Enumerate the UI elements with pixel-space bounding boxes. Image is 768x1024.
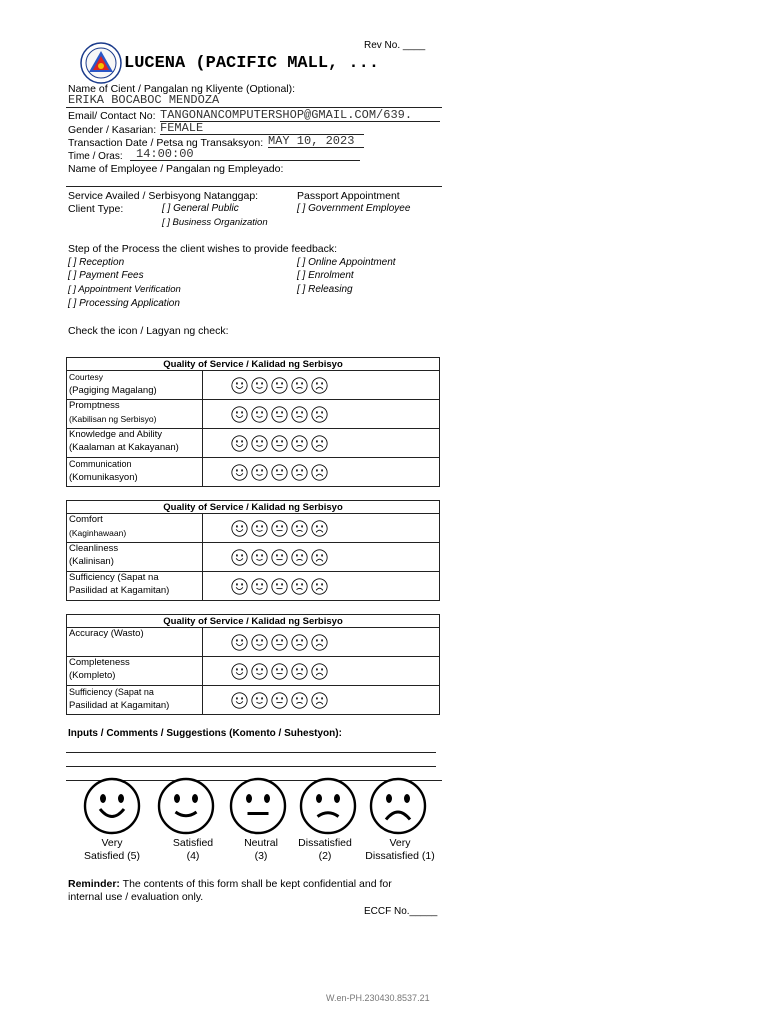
- step-appointment-verification[interactable]: [ ] Appointment Verification: [68, 284, 181, 295]
- dissatisfied-face-icon[interactable]: [291, 663, 308, 680]
- email-value[interactable]: TANGONANCOMPUTERSHOP@GMAIL.COM/639.: [160, 108, 413, 122]
- rev-no: Rev No. ____: [364, 40, 426, 51]
- satisfied-face-icon[interactable]: [251, 578, 268, 595]
- very-satisfied-face-icon[interactable]: [231, 520, 248, 537]
- legend-label-4: Satisfied (4): [172, 837, 214, 862]
- dissatisfied-face-icon[interactable]: [291, 406, 308, 423]
- step-enrolment[interactable]: [ ] Enrolment: [297, 270, 354, 281]
- very-satisfied-face-icon[interactable]: [231, 464, 248, 481]
- satisfied-face-icon[interactable]: [251, 520, 268, 537]
- rating-faces[interactable]: [203, 657, 440, 686]
- dissatisfied-face-icon[interactable]: [291, 634, 308, 651]
- very-satisfied-face-icon[interactable]: [231, 549, 248, 566]
- neutral-face-icon: [228, 776, 288, 836]
- table-header: Quality of Service / Kalidad ng Serbisyo: [67, 615, 440, 628]
- comment-line[interactable]: [66, 766, 436, 767]
- time-value[interactable]: 14:00:00: [136, 147, 194, 161]
- dissatisfied-face-icon[interactable]: [291, 549, 308, 566]
- neutral-face-icon[interactable]: [271, 377, 288, 394]
- table-row-label: Accuracy (Wasto): [67, 628, 203, 657]
- legend-label-1: Very Dissatisfied (1): [365, 837, 435, 862]
- rating-faces[interactable]: [203, 572, 440, 601]
- dissatisfied-face-icon[interactable]: [291, 377, 308, 394]
- table-row-label: Promptness (Kabilisan ng Serbisyo): [67, 400, 203, 429]
- option-general-public[interactable]: [ ] General Public: [162, 203, 239, 214]
- rating-faces[interactable]: [203, 371, 440, 400]
- client-name-value[interactable]: ERIKA BOCABOC MENDOZA: [68, 93, 220, 107]
- very-satisfied-face-icon[interactable]: [231, 634, 248, 651]
- satisfied-face-icon[interactable]: [251, 464, 268, 481]
- gender-label: Gender / Kasarian:: [68, 124, 157, 136]
- reminder-text: Reminder: The contents of this form shall be kept confidential and for: [68, 878, 392, 890]
- table-row-label: Knowledge and Ability (Kaalaman at Kakayanan): [67, 429, 203, 458]
- step-online-appointment[interactable]: [ ] Online Appointment: [297, 257, 396, 268]
- satisfied-face-icon[interactable]: [251, 692, 268, 709]
- dissatisfied-face-icon[interactable]: [291, 435, 308, 452]
- neutral-face-icon[interactable]: [271, 520, 288, 537]
- very-dissatisfied-face-icon[interactable]: [311, 663, 328, 680]
- very-satisfied-face-icon[interactable]: [231, 663, 248, 680]
- dissatisfied-face-icon: [298, 776, 358, 836]
- step-processing-application[interactable]: [ ] Processing Application: [68, 298, 180, 309]
- legend-label-5: Very Satisfied (5): [83, 837, 141, 862]
- neutral-face-icon[interactable]: [271, 692, 288, 709]
- rating-faces[interactable]: [203, 686, 440, 715]
- very-dissatisfied-face-icon[interactable]: [311, 578, 328, 595]
- rating-faces[interactable]: [203, 514, 440, 543]
- neutral-face-icon[interactable]: [271, 634, 288, 651]
- table-header: Quality of Service / Kalidad ng Serbisyo: [67, 501, 440, 514]
- rating-faces[interactable]: [203, 458, 440, 487]
- quality-table-2: [66, 500, 440, 601]
- step-releasing[interactable]: [ ] Releasing: [297, 284, 353, 295]
- comments-label: Inputs / Comments / Suggestions (Komento / Suhestyon):: [68, 728, 342, 739]
- rating-faces[interactable]: [203, 628, 440, 657]
- step-reception[interactable]: [ ] Reception: [68, 257, 125, 268]
- legend-label-2: Dissatisfied (2): [298, 837, 352, 862]
- very-satisfied-face-icon[interactable]: [231, 377, 248, 394]
- very-satisfied-face-icon[interactable]: [231, 406, 248, 423]
- satisfied-face-icon[interactable]: [251, 377, 268, 394]
- client-type-label: Client Type:: [68, 203, 124, 215]
- satisfied-face-icon[interactable]: [251, 435, 268, 452]
- satisfied-face-icon[interactable]: [251, 634, 268, 651]
- rating-faces[interactable]: [203, 429, 440, 458]
- table-row-label: Courtesy (Pagiging Magalang): [67, 371, 203, 400]
- gender-value[interactable]: FEMALE: [160, 121, 204, 135]
- legend-label-3: Neutral (3): [244, 837, 278, 862]
- quality-table-3: [66, 614, 440, 715]
- rating-faces[interactable]: [203, 543, 440, 572]
- table-row-label: Cleanliness (Kalinisan): [67, 543, 203, 572]
- government-seal-logo: [80, 42, 122, 84]
- very-satisfied-face-icon[interactable]: [231, 692, 248, 709]
- employee-label: Name of Employee / Pangalan ng Empleyado:: [68, 163, 284, 175]
- neutral-face-icon[interactable]: [271, 549, 288, 566]
- table-row-label: Comfort (Kaginhawaan): [67, 514, 203, 543]
- footer-code: W.en-PH.230430.8537.21: [326, 993, 430, 1003]
- very-dissatisfied-face-icon[interactable]: [311, 634, 328, 651]
- dissatisfied-face-icon[interactable]: [291, 578, 308, 595]
- satisfied-face-icon: [156, 776, 216, 836]
- neutral-face-icon[interactable]: [271, 406, 288, 423]
- very-dissatisfied-face-icon[interactable]: [311, 464, 328, 481]
- very-satisfied-face-icon[interactable]: [231, 578, 248, 595]
- neutral-face-icon[interactable]: [271, 464, 288, 481]
- time-label: Time / Oras:: [68, 151, 123, 162]
- date-value[interactable]: MAY 10, 2023: [268, 134, 355, 148]
- very-dissatisfied-face-icon[interactable]: [311, 692, 328, 709]
- dissatisfied-face-icon[interactable]: [291, 692, 308, 709]
- option-business-organization[interactable]: [ ] Business Organization: [162, 217, 268, 228]
- comment-line[interactable]: [66, 752, 436, 753]
- very-dissatisfied-face-icon[interactable]: [311, 377, 328, 394]
- table-row-label: Communication (Komunikasyon): [67, 458, 203, 487]
- satisfied-face-icon[interactable]: [251, 663, 268, 680]
- service-label: Service Availed / Serbisyong Natanggap:: [68, 190, 259, 202]
- table-row-label: Sufficiency (Sapat na Pasilidad at Kagamitan): [67, 572, 203, 601]
- neutral-face-icon[interactable]: [271, 663, 288, 680]
- very-dissatisfied-face-icon[interactable]: [311, 435, 328, 452]
- very-dissatisfied-face-icon[interactable]: [311, 406, 328, 423]
- table-row-label: Completeness (Kompleto): [67, 657, 203, 686]
- very-dissatisfied-face-icon[interactable]: [311, 520, 328, 537]
- very-satisfied-face-icon: [82, 776, 142, 836]
- check-label: Check the icon / Lagyan ng check:: [68, 325, 229, 337]
- very-dissatisfied-face-icon[interactable]: [311, 549, 328, 566]
- dissatisfied-face-icon[interactable]: [291, 464, 308, 481]
- satisfied-face-icon[interactable]: [251, 549, 268, 566]
- date-label: Transaction Date / Petsa ng Transaksyon:: [68, 137, 264, 149]
- step-payment-fees[interactable]: [ ] Payment Fees: [68, 270, 144, 281]
- email-label: Email/ Contact No:: [68, 110, 156, 122]
- steps-label: Step of the Process the client wishes to provide feedback:: [68, 243, 338, 255]
- satisfied-face-icon[interactable]: [251, 406, 268, 423]
- neutral-face-icon[interactable]: [271, 435, 288, 452]
- dissatisfied-face-icon[interactable]: [291, 520, 308, 537]
- very-satisfied-face-icon[interactable]: [231, 435, 248, 452]
- quality-table-1: [66, 357, 440, 487]
- service-value: Passport Appointment: [297, 190, 400, 202]
- eccf-no: ECCF No._____: [364, 906, 438, 917]
- option-government-employee[interactable]: [ ] Government Employee: [297, 203, 411, 214]
- very-dissatisfied-face-icon: [368, 776, 428, 836]
- client-name-label: Name of Cient / Pangalan ng Kliyente (Optional):: [68, 83, 296, 95]
- table-header: Quality of Service / Kalidad ng Serbisyo: [67, 358, 440, 371]
- page-title: LUCENA (PACIFIC MALL, ...: [124, 54, 380, 73]
- neutral-face-icon[interactable]: [271, 578, 288, 595]
- table-row-label: Sufficiency (Sapat na Pasilidad at Kagamitan): [67, 686, 203, 715]
- reminder-text-line2: internal use / evaluation only.: [68, 891, 204, 903]
- rating-faces[interactable]: [203, 400, 440, 429]
